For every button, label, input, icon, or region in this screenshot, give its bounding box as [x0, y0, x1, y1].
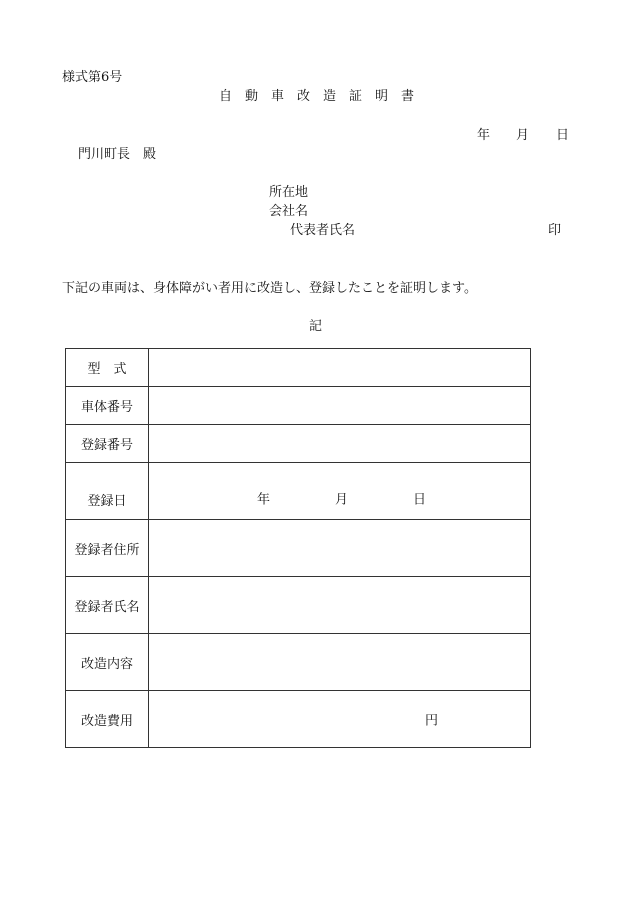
- table-row-registrant-address: [66, 520, 531, 577]
- table-row-registration-date: [66, 463, 531, 520]
- document-title: 自動車改造証明書: [219, 89, 428, 104]
- table-row-registrant-name: [66, 577, 531, 634]
- table-row-modification-details: [66, 634, 531, 691]
- table-row-modification-cost: [66, 691, 531, 748]
- registration-date-year-label: 年: [257, 492, 271, 508]
- addressee: 門川町長 殿: [78, 147, 157, 162]
- modification-cost-value-field[interactable]: [149, 691, 531, 748]
- registration-date-label: 登録日: [66, 463, 149, 520]
- table-row-model: [66, 349, 531, 387]
- applicant-company-label: 会社名: [269, 204, 309, 219]
- ki-heading: 記: [309, 319, 323, 334]
- vehicle-info-table: [65, 348, 531, 748]
- table-row-registration-number: [66, 425, 531, 463]
- registrant-address-value-field[interactable]: [149, 520, 531, 577]
- date-month-label: 月: [516, 128, 530, 143]
- date-day-label: 日: [556, 128, 570, 143]
- date-year-label: 年: [477, 128, 491, 143]
- applicant-representative-label: 代表者氏名: [290, 223, 356, 238]
- chassis-number-label: 車体番号: [66, 387, 149, 425]
- registration-number-label: 登録番号: [66, 425, 149, 463]
- modification-details-label: 改造内容: [66, 634, 149, 691]
- registration-date-month-label: 月: [335, 492, 349, 508]
- yen-unit-label: 円: [425, 713, 439, 729]
- registrant-name-value-field[interactable]: [149, 577, 531, 634]
- chassis-number-value-field[interactable]: [149, 387, 531, 425]
- registration-date-value-field[interactable]: [149, 463, 531, 520]
- registrant-address-label: 登録者住所: [66, 520, 149, 577]
- applicant-address-label: 所在地: [269, 185, 309, 200]
- certification-statement: 下記の車両は、身体障がい者用に改造し、登録したことを証明します。: [62, 281, 477, 296]
- registration-number-value-field[interactable]: [149, 425, 531, 463]
- modification-cost-label: 改造費用: [66, 691, 149, 748]
- registrant-name-label: 登録者氏名: [66, 577, 149, 634]
- model-value-field[interactable]: [149, 349, 531, 387]
- seal-mark: 印: [548, 223, 562, 238]
- model-label: 型 式: [66, 349, 149, 387]
- form-number: 様式第6号: [62, 70, 123, 85]
- table-row-chassis-number: [66, 387, 531, 425]
- modification-details-value-field[interactable]: [149, 634, 531, 691]
- registration-date-day-label: 日: [413, 492, 427, 508]
